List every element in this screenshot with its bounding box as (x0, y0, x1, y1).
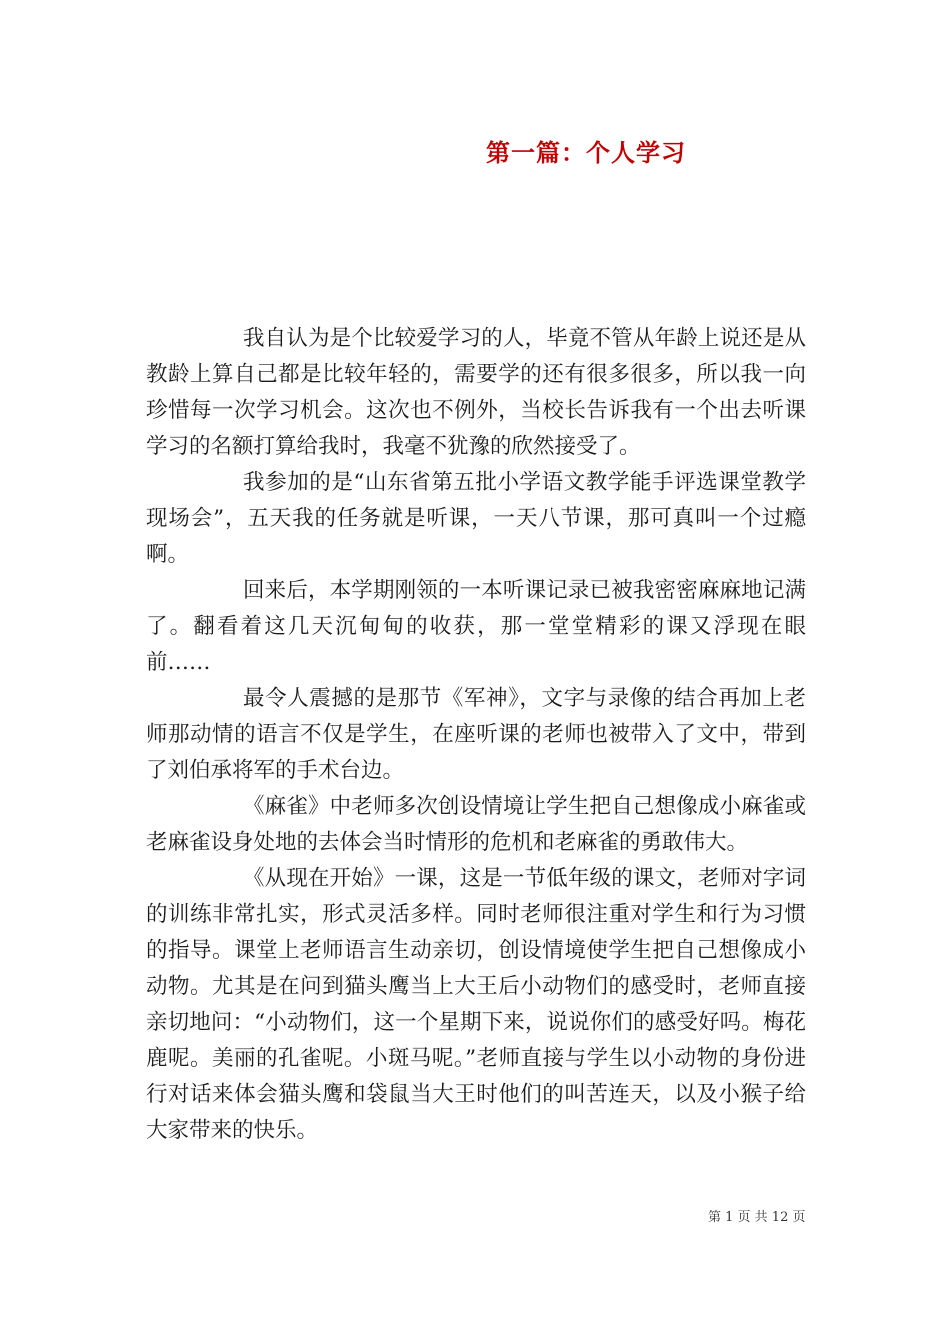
page-number-footer: 第 1 页 共 12 页 (708, 1210, 806, 1225)
paragraph-1: 我自认为是个比较爱学习的人，毕竟不管从年龄上说还是从教龄上算自己都是比较年轻的，需要学的还有很多很多，所以我一向珍惜每一次学习机会。这次也不例外，当校长告诉我有一个出去听课学习的名额打算给我时，我毫不犹豫的欣然接受了。 (146, 326, 806, 459)
document-title: 第一篇：个人学习 (486, 138, 686, 167)
paragraph-4: 最令人震撼的是那节《军神》，文字与录像的结合再加上老师那动情的语言不仅是学生，在座听课的老师也被带入了文中，带到了刘伯承将军的手术台边。 (146, 686, 806, 783)
paragraph-2: 我参加的是“山东省第五批小学语文教学能手评选课堂教学现场会”，五天我的任务就是听课，一天八节课，那可真叫一个过瘾啊。 (146, 470, 806, 567)
paragraph-6: 《从现在开始》一课，这是一节低年级的课文，老师对字词的训练非常扎实，形式灵活多样。同时老师很注重对学生和行为习惯的指导。课堂上老师语言生动亲切，创设情境使学生把自己想像成小动物。尤其是在问到猫头鹰当上大王后小动物们的感受时，老师直接亲切地问：“小动物们，这一个星期下来，说说你们的感受好吗。梅花鹿呢。美丽的孔雀呢。小斑马呢。”老师直接与学生以小动物的身份进行对话来体会猫头鹰和袋鼠当大王时他们的叫苦连天，以及小猴子给大家带来的快乐。 (146, 866, 806, 1143)
paragraph-5: 《麻雀》中老师多次创设情境让学生把自己想像成小麻雀或老麻雀设身处地的去体会当时情形的危机和老麻雀的勇敢伟大。 (146, 794, 806, 855)
document-body (146, 321, 806, 1149)
paragraph-3: 回来后，本学期刚领的一本听课记录已被我密密麻麻地记满了。翻看着这几天沉甸甸的收获，那一堂堂精彩的课又浮现在眼前…… (146, 578, 806, 675)
